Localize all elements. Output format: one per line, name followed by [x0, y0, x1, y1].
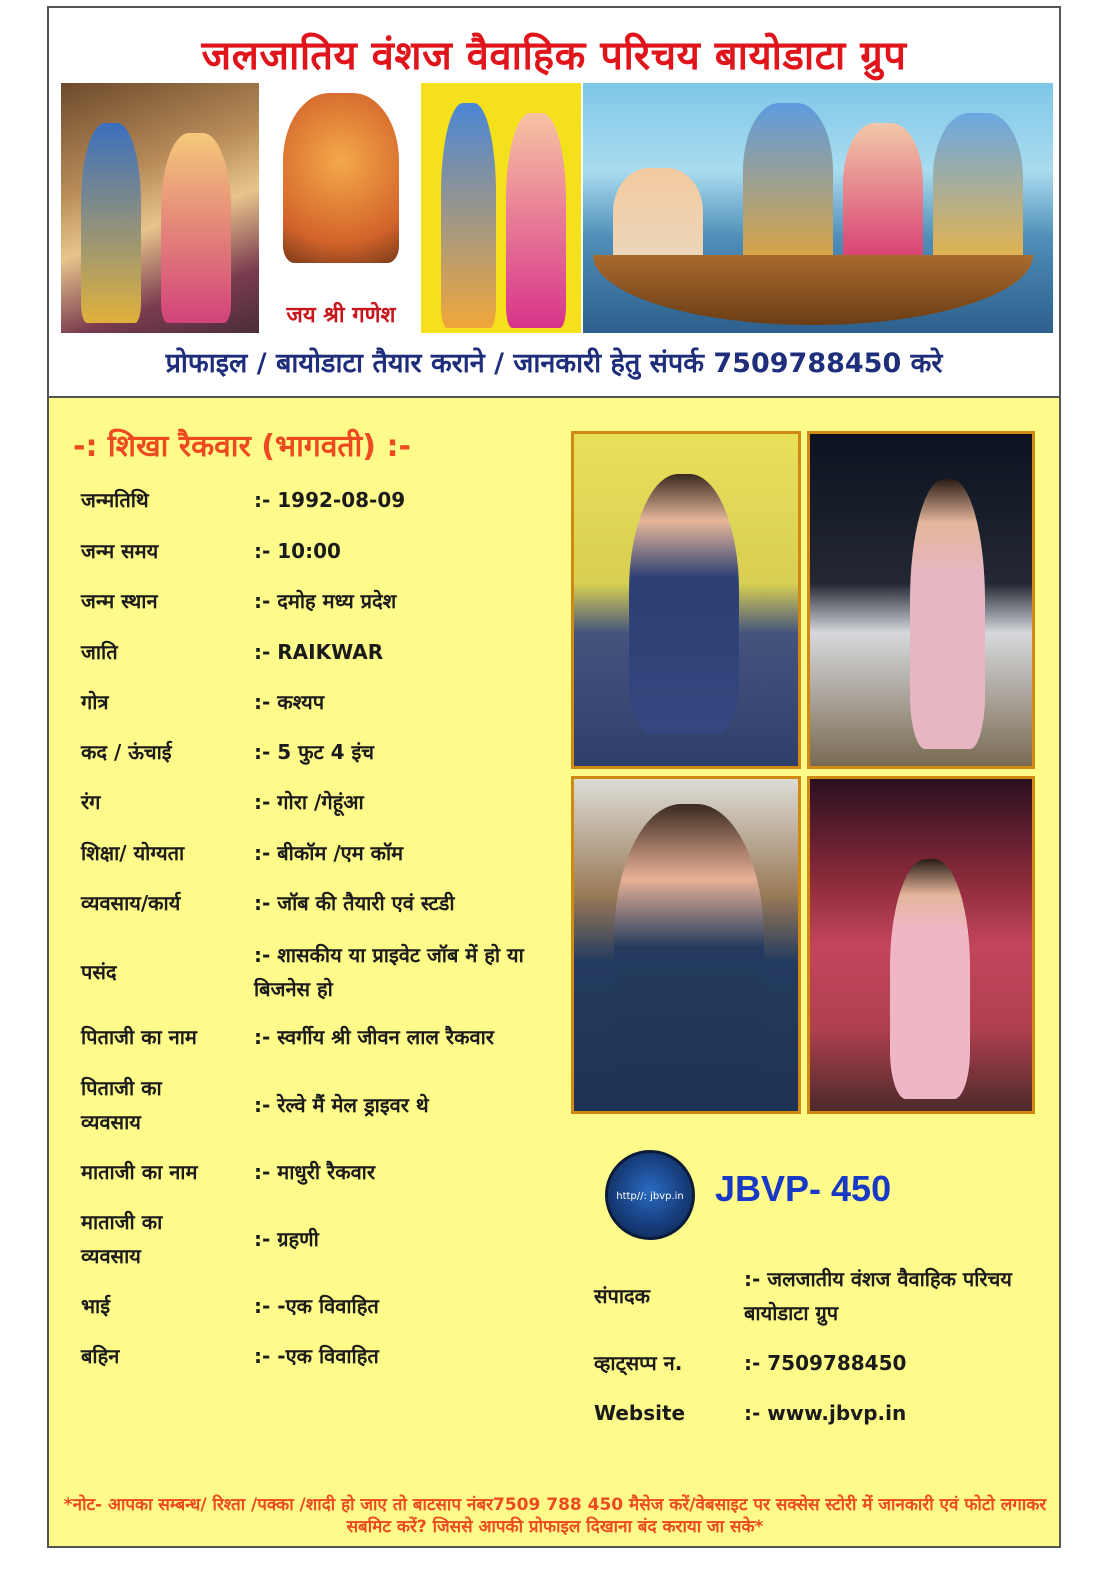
contact-line: प्रोफाइल / बायोडाटा तैयार कराने / जानकारी हेतु संपर्क 7509788450 करे [165, 348, 943, 379]
logo-url-text: http//: jbvp.in [616, 1191, 684, 1202]
field-row-preference [81, 938, 571, 1006]
field-label: माताजी का नाम [81, 1160, 198, 1184]
field-label: पिताजी का नाम [81, 1025, 197, 1049]
editor-label: संपादक [594, 1284, 651, 1308]
field-value: :- गोरा /गेहूंआ [254, 790, 364, 814]
field-value: :- दमोह मध्य प्रदेश [254, 589, 397, 613]
field-value: :- ग्रहणी [254, 1227, 319, 1251]
field-label: पसंद [81, 960, 117, 984]
field-value: :- RAIKWAR [254, 640, 384, 664]
profile-id: JBVP- 450 [715, 1168, 892, 1209]
banner-image-ram-sita-wedding [61, 83, 259, 333]
field-row-caste [81, 635, 571, 669]
group-title: जलजातिय वंशज वैवाहिक परिचय बायोडाटा ग्रुप [201, 33, 907, 79]
profile-name-heading: -: शिखा रैकवार (भागवती) :- [73, 429, 411, 464]
field-value: :- कश्यप [254, 690, 325, 714]
jbvp-logo [605, 1150, 695, 1240]
field-label: भाई [81, 1294, 111, 1318]
field-row-occupation [81, 886, 571, 920]
editor-label: Website [594, 1401, 686, 1425]
field-value: :- माधुरी रैकवार [254, 1160, 376, 1184]
header-banner [47, 6, 1061, 398]
field-value: :- 5 फुट 4 इंच [254, 740, 375, 764]
editor-row-website [594, 1396, 1044, 1430]
banner-image-boat-scene [583, 83, 1053, 333]
field-label: गोत्र [81, 690, 109, 714]
profile-photo-4 [807, 776, 1035, 1114]
field-row-mother-name [81, 1155, 571, 1189]
field-value: :- रेल्वे मैं मेल ड्राइवर थे [254, 1093, 429, 1117]
biodata-panel [47, 398, 1061, 1548]
banner-image-ram-sita [421, 83, 581, 333]
field-value: :- जॉब की तैयारी एवं स्टडी [254, 891, 455, 915]
field-label: जाति [81, 640, 118, 664]
field-value: :- स्वर्गीय श्री जीवन लाल रैकवार [254, 1025, 494, 1049]
field-row-father-name [81, 1020, 571, 1054]
field-label: रंग [81, 790, 101, 814]
field-row-height [81, 735, 571, 769]
profile-photo-2 [807, 431, 1035, 769]
field-row-father-occupation [81, 1071, 571, 1139]
field-value: :- शासकीय या प्राइवेट जॉब में हो या बिजनेस हो [254, 943, 524, 1001]
jai-shri-ganesh-caption: जय श्री गणेश [286, 303, 396, 328]
field-row-birth-place [81, 584, 571, 618]
field-value: :- 10:00 [254, 539, 341, 563]
field-row-brother [81, 1289, 571, 1323]
editor-value: :- www.jbvp.in [744, 1401, 907, 1425]
field-label: जन्मतिथि [81, 488, 149, 512]
field-row-sister [81, 1339, 571, 1373]
field-value: :- -एक विवाहित [254, 1294, 379, 1318]
field-row-birth-time [81, 534, 571, 568]
field-label: व्यवसाय/कार्य [81, 891, 181, 915]
field-value: :- बीकॉम /एम कॉम [254, 841, 404, 865]
editor-label: व्हाट्सप्प न. [594, 1351, 683, 1375]
editor-value: :- जलजातीय वंशज वैवाहिक परिचय बायोडाटा ग्रुप [744, 1267, 1012, 1325]
editor-value: :- 7509788450 [744, 1351, 907, 1375]
field-value: :- 1992-08-09 [254, 488, 406, 512]
field-row-gotra [81, 685, 571, 719]
field-label: शिक्षा/ योग्यता [81, 841, 185, 865]
profile-photo-3 [571, 776, 801, 1114]
field-label: कद / ऊंचाई [81, 740, 172, 764]
editor-row-editor [594, 1262, 1044, 1330]
footer-note: *नोट- आपका सम्बन्ध/ रिश्ता /पक्का /शादी हो जाए तो बाटसाप नंबर7509 788 450 मैसेज करें/वेबसाइट पर सक्सेस स्टोरी में जानकारी एवं फोटो लगाकर सबमिट करें? जिससे आपकी प्रोफाइल दिखाना बंद कराया जा सके* [63, 1495, 1047, 1537]
field-label: जन्म समय [81, 539, 159, 563]
field-label: पिताजी का व्यवसाय [81, 1076, 162, 1134]
profile-photo-1 [571, 431, 801, 769]
field-value: :- -एक विवाहित [254, 1344, 379, 1368]
field-label: माताजी का व्यवसाय [81, 1210, 163, 1268]
editor-row-whatsapp [594, 1346, 1044, 1380]
boat-shape [593, 255, 1033, 325]
field-row-dob [81, 483, 571, 517]
field-row-education [81, 836, 571, 870]
banner-image-ganesh [261, 83, 421, 333]
field-row-mother-occupation [81, 1205, 571, 1273]
field-label: जन्म स्थान [81, 589, 158, 613]
field-label: बहिन [81, 1344, 120, 1368]
field-row-complexion [81, 785, 571, 819]
